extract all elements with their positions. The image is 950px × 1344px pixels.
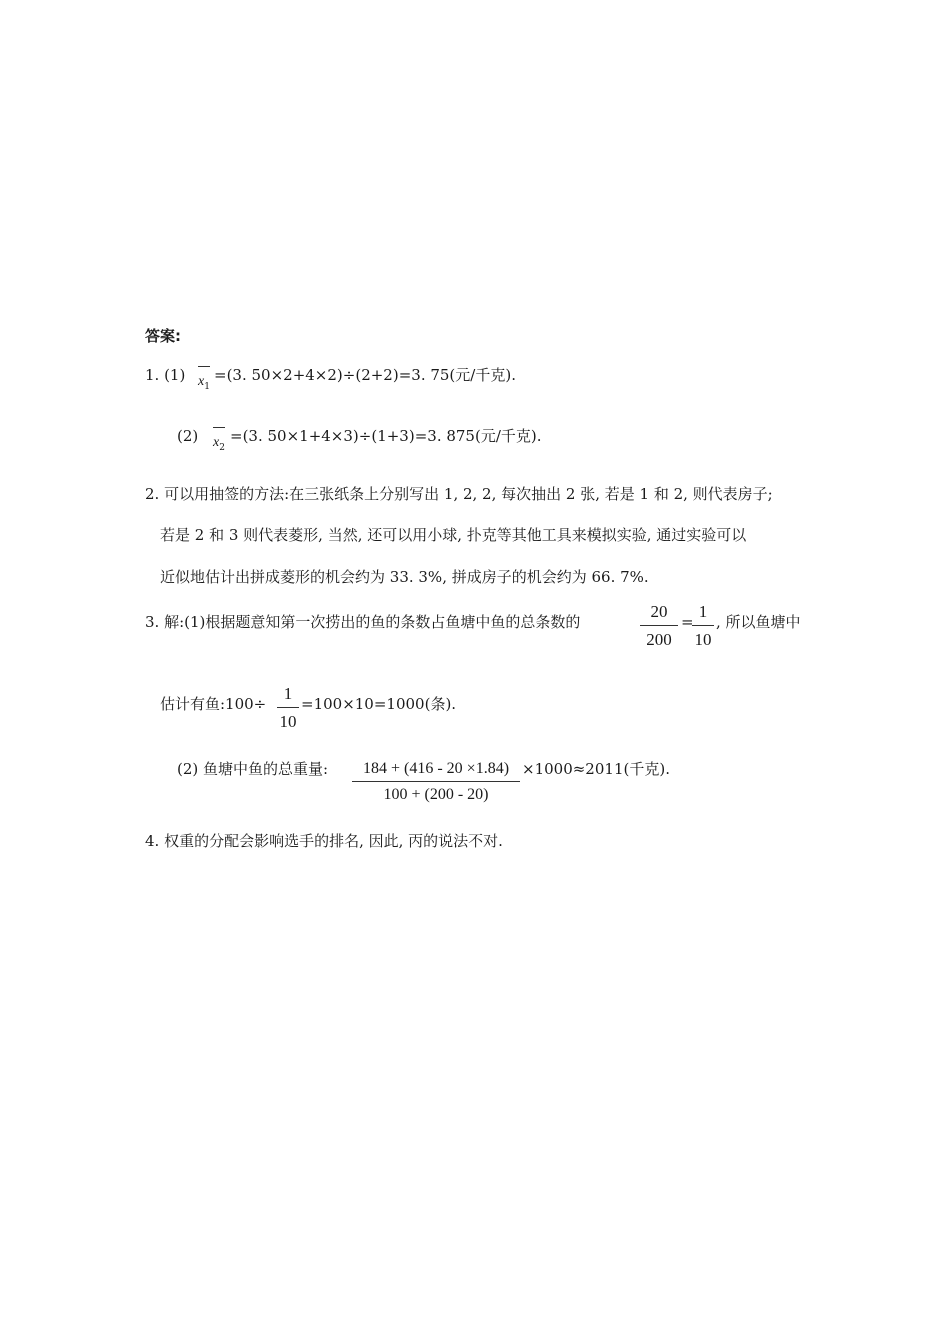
fraction-1-over-10: [692, 602, 714, 650]
q3-line1-text: 3. 解:(1)根据题意知第一次捞出的鱼的条数占鱼塘中鱼的总条数的: [145, 613, 581, 631]
x2-mean-symbol: [212, 427, 226, 453]
fraction-denominator: 10: [694, 630, 712, 649]
q1-part2-expression: =(3. 50×1+4×3)÷(1+3)=3. 875(元/千克).: [230, 427, 542, 445]
q3-line2-head: 估计有鱼:100÷: [160, 695, 267, 713]
q2-line2: 若是 2 和 3 则代表菱形, 当然, 还可以用小球, 扑克等其他工具来模拟实验, 通过实验可以: [160, 526, 747, 544]
fraction-numerator: 184 + (416 - 20 ×1.84): [362, 760, 510, 777]
q3-part2-head: (2) 鱼塘中鱼的总重量:: [177, 760, 329, 778]
q1-part2-label: (2): [177, 427, 199, 445]
fraction-numerator: 20: [650, 602, 668, 621]
x1-subscript: 1: [204, 382, 210, 392]
fraction-numerator: 1: [698, 602, 708, 621]
q3-line1-tail: , 所以鱼塘中: [716, 613, 801, 631]
q3-line2-tail: =100×10=1000(条).: [301, 695, 457, 713]
answer-heading: 答案:: [145, 327, 181, 345]
fraction-1-over-10-divisor: [277, 684, 299, 732]
x1-mean-symbol: [197, 366, 211, 392]
q4-text: 4. 权重的分配会影响选手的排名, 因此, 丙的说法不对.: [145, 832, 503, 850]
fraction-numerator: 1: [283, 684, 293, 703]
q3-part2-tail: ×1000≈2011(千克).: [522, 760, 670, 778]
x2-subscript: 2: [219, 443, 225, 453]
x-variable: x: [213, 435, 220, 450]
x-variable: x: [198, 374, 205, 389]
fraction-denominator: 200: [646, 630, 672, 649]
fraction-20-over-200: [640, 602, 678, 650]
fraction-denominator: 100 + (200 - 20): [383, 786, 489, 803]
q1-part1-label: 1. (1): [145, 366, 186, 384]
q1-part1-expression: =(3. 50×2+4×2)÷(2+2)=3. 75(元/千克).: [214, 366, 516, 384]
total-weight-fraction: [352, 760, 520, 804]
q2-line3: 近似地估计出拼成菱形的机会约为 33. 3%, 拼成房子的机会约为 66. 7%.: [160, 568, 649, 586]
q2-line1: 2. 可以用抽签的方法:在三张纸条上分别写出 1, 2, 2, 每次抽出 2 张, 若是 1 和 2, 则代表房子;: [145, 485, 773, 503]
equals-sign: =: [681, 613, 694, 631]
fraction-denominator: 10: [279, 712, 297, 731]
